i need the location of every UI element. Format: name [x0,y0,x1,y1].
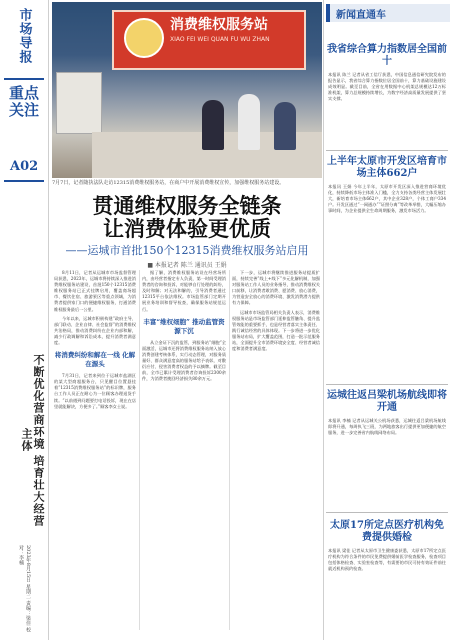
article-subheadline: ——运城市首批150个12315消费维权服务站启用 [65,244,309,257]
photo-notice-board [56,72,102,134]
edition-info: 2023年8月15日 星期二 责编：梁佳 校对：李楠 [18,545,31,633]
section-title: 重点关注 [8,84,39,119]
article-byline: ■ 本报记者 陈兰 通讯员 王娟 [147,262,227,269]
column-divider [323,0,324,640]
hero-photo [52,2,322,178]
divider [326,512,448,513]
photo-emblem [124,18,164,58]
photo-sign-text: 消费维权服务站 [170,17,268,33]
subheading: 将消费纠纷和解在一线 化解在源头 [54,351,136,369]
paragraph: 运城市市场监管局相关负责人表示，消费维权服务站是市场监管部门延伸监管触角、提升监管效能的重要抓手，也是经营者落实主体责任、践行诚信经营的具体体现。下一步将进一步优化服务站布局，扩大覆盖范围，打造一批示范服务站，全面提升全市消费环境安全度、经营者诚信度和消费者满意度。 [232,309,320,352]
divider [326,150,448,151]
subheading: 丰富“维权细胞” 推动监管资源下沉 [143,317,225,335]
column-divider [139,270,140,630]
page-number: A02 [10,159,39,174]
photo-person [202,100,224,150]
paragraph: 从立金证下沉的监管，到服务站“细胞”全面激活，运城市还将消费维权服务站纳入放心消费创建考核体系，实行动态管理，对服务质量好、群众满意度高的服务站给予表彰，对敷衍应付、侵害消费者权益的予以摘牌。截至目前，全市已累计受理消费者咨询投诉2300余件，为消费者挽回经济损失80余万元。 [142,339,226,382]
news-item-title: 我省综合算力指数居全国前十 [327,44,447,67]
paragraph: 7月31日，记者来到位于运城市盐湖区的某大型商超服务台，只见醒目位置悬挂着“12315消费维权服务站”的标识牌，服务台工作人员正在耐心为一位顾客办理退货手续。“以前遇到问题要打电话投诉，现在在店里就能解决，方便多了。”顾客李女士说。 [54,373,136,409]
article-column-1 [54,270,136,630]
photo-sign-subtext: XIAO FEI WEI QUAN FU WU ZHAN [170,36,270,43]
news-item-title: 上半年太原市开发区培育市场主体662户 [327,156,447,179]
paragraph: 下一步，运城市将继续推进服务站提质扩面，持续完善“线上+线下”多元化解机制，加强对服务站工作人员的业务指导，推动消费维权关口前移，让消费者敢消费、愿消费、放心消费，为营造安全放心的消费环境、激发消费潜力提供有力保障。 [232,270,320,306]
photo-caption: 7月7日，记者随执法队走访12315消费维权服务站，在商户中开展消费维权宣传，加强维权服务站建设。 [52,180,285,186]
photo-person [238,94,260,150]
news-item-body: 本报讯 梁佳 记者从太原市卫生健康委获悉，太原市17所定点医疗机构为符合条件的市民免费提供婚前医学检查服务，检查项目包括体格检查、实验室检查等，有需要的市民可持有效证件前往就近机构预约检查。 [328,548,446,572]
news-section-title: 新闻直通车 [336,10,386,21]
paragraph: 8月11日，记者从运城市市场监督管理局获悉，2023年，运城市将持续深入推进消费维权服务站建设，首批150个12315消费维权服务站已正式挂牌启用，覆盖商场超市、餐饮住宿、旅游景区等重点领域，为消费者提供家门口的便捷维权服务，打通消费维权服务最后一公里。 [54,270,136,312]
news-item-title: 太原17所定点医疗机构免费提供婚检 [330,520,444,543]
article-column-3 [232,270,320,630]
column-divider [229,270,230,630]
article-column-2 [142,270,226,630]
divider [4,78,44,80]
news-item-title: 运城往返吕梁机场航线即将开通 [327,390,447,413]
paragraph: 据了解，消费维权服务站设在经营场所内，由经营者指定专人负责，第一时间受理消费者的咨询和投诉，对能够自行处理的纠纷，及时和解；对无法和解的，引导消费者通过12315平台依法维权。市场监管部门定期开展业务培训和督导检查，确保服务站规范运行。 [142,270,226,312]
masthead-logo: 市场导报 [16,8,32,64]
news-item-body: 本报讯 李楠 记者从运城关公机场获悉，运城往返吕梁机场航线即将开通，每周执飞三班，为两地旅客出行提供更加便捷的航空服务，进一步完善省内航线网络布局。 [328,418,446,436]
article-headline: 贯通维权服务全链条 让消费体验更优质 [92,193,282,241]
divider [4,180,44,182]
news-item-body: 本报讯 王娟 今年上半年，太原市开发区深入推进营商环境优化，持续降低市场主体准入门槛，全力支持各类经营主体发展壮大，新培育市场主体662户，其中企业328户，个体工商户334户。开发区通过“一网通办”“证照分离”等改革举措，大幅压缩办事时间，为企业提供全生命周期服务，激发市场活力。 [328,184,446,214]
divider [326,384,448,385]
slogan: 不断优化营商环境 培育壮大经营主体 [20,353,45,527]
news-item-body: 本报讯 陈兰 记者从省工信厅获悉，中国信息通信研究院发布的报告显示，我省综合算力指数位居全国前十，算力基础设施建设成效明显。截至目前，全省在用数据中心机架总规模达12万标准机架，算力总规模持续增长，为数字经济高质量发展提供了坚实支撑。 [328,72,446,102]
paragraph: 今年以来，运城市积极构建“政府主导、部门联动、企业自律、社会监督”的消费维权共治格局，推动消费纠纷在企业内部和解，减少行政调解和诉讼成本，提升消费者满意度。 [54,315,136,346]
photo-person [274,102,296,150]
